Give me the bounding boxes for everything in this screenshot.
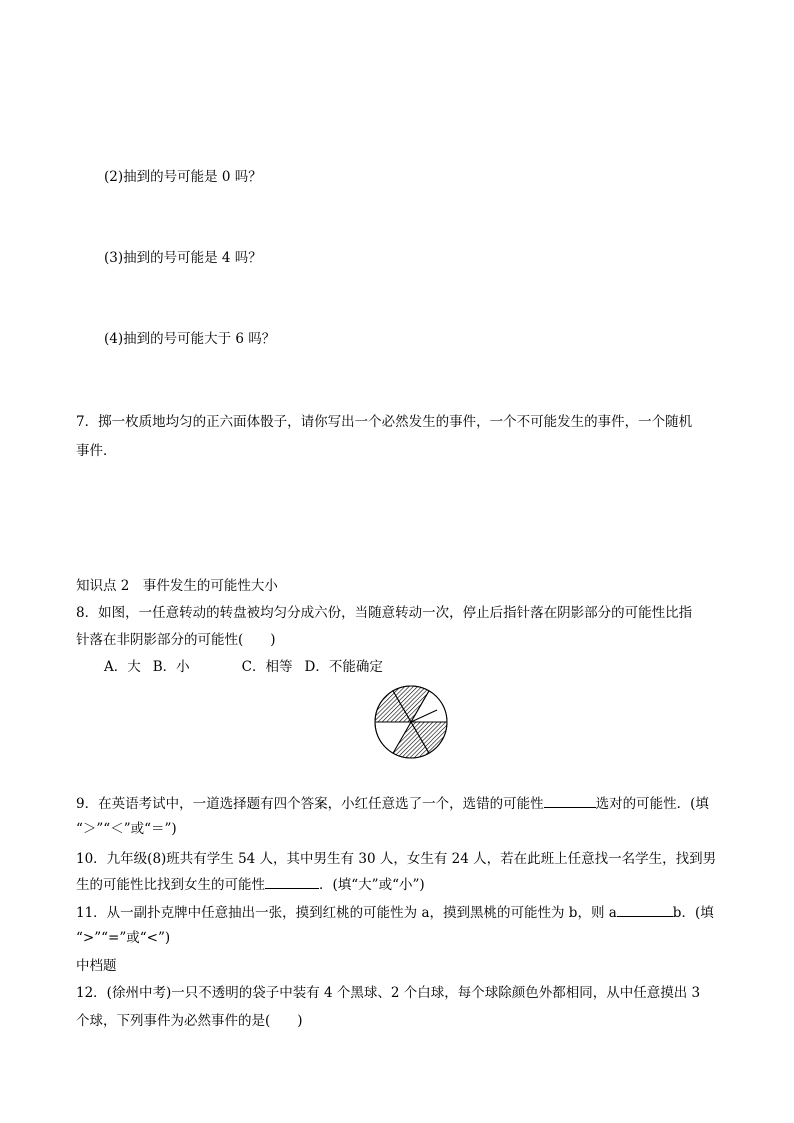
- q10-line2: [76, 874, 425, 895]
- section-title-2: 知识点 2 事件发生的可能性大小: [76, 578, 278, 594]
- spinner-diagram: [373, 684, 449, 760]
- q6-sub4: (4)抽到的号可能大于 6 吗？: [104, 331, 276, 347]
- q6-sub2: (2)抽到的号可能是 0 吗？: [104, 169, 262, 185]
- q11-line2: “>”“=”或“<”): [76, 930, 171, 946]
- q11-answer-blank[interactable]: [617, 902, 673, 917]
- q9-text-b: 选对的可能性．(填: [595, 796, 709, 812]
- q8-options: [104, 657, 383, 677]
- q8-option-d: D．不能确定: [304, 659, 383, 675]
- q10-text-b: ．(填“大”或“小”): [319, 877, 425, 893]
- q8-option-a: A．大: [104, 659, 141, 675]
- q7-line2: 事件．: [76, 443, 117, 459]
- q11-text-a: 11．从一副扑克牌中任意抽出一张，摸到红桃的可能性为 a，摸到黑桃的可能性为 b，则 a: [76, 905, 617, 921]
- q9-line2: “＞”“＜”或“＝”): [76, 821, 177, 837]
- q8-option-b: B．小: [152, 659, 190, 675]
- q10-text-a: 生的可能性比找到女生的可能性: [76, 877, 265, 893]
- q11-text-b: b．(填: [672, 905, 714, 921]
- q7-line1: 7．掷一枚质地均匀的正六面体骰子，请你写出一个必然发生的事件，一个不可能发生的事件，一个随机: [76, 414, 693, 430]
- section-title-3: 中档题: [76, 958, 117, 974]
- q9-text-a: 9．在英语考试中，一道选择题有四个答案，小红任意选了一个，选错的可能性: [76, 796, 544, 812]
- q10-answer-blank[interactable]: [265, 874, 319, 889]
- q8-option-c: C．相等: [241, 659, 293, 675]
- q8-line2: 针落在非阴影部分的可能性( ): [76, 632, 276, 648]
- q12-line2: 个球，下列事件为必然事件的是( ): [76, 1013, 303, 1029]
- q11-line1: [76, 902, 714, 923]
- q9-answer-blank[interactable]: [544, 793, 596, 808]
- q9-line1: [76, 793, 709, 814]
- q6-sub3: (3)抽到的号可能是 4 吗？: [104, 250, 262, 266]
- q10-line1: 10．九年级(8)班共有学生 54 人，其中男生有 30 人，女生有 24 人，若在此班上任意找一名学生，找到男: [76, 851, 717, 867]
- q12-line1: 12．(徐州中考)一只不透明的袋子中装有 4 个黑球、2 个白球，每个球除颜色外都相同，从中任意摸出 3: [76, 985, 701, 1001]
- q8-line1: 8．如图，一任意转动的转盘被均匀分成六份，当随意转动一次，停止后指针落在阴影部分的可能性比指: [76, 605, 693, 621]
